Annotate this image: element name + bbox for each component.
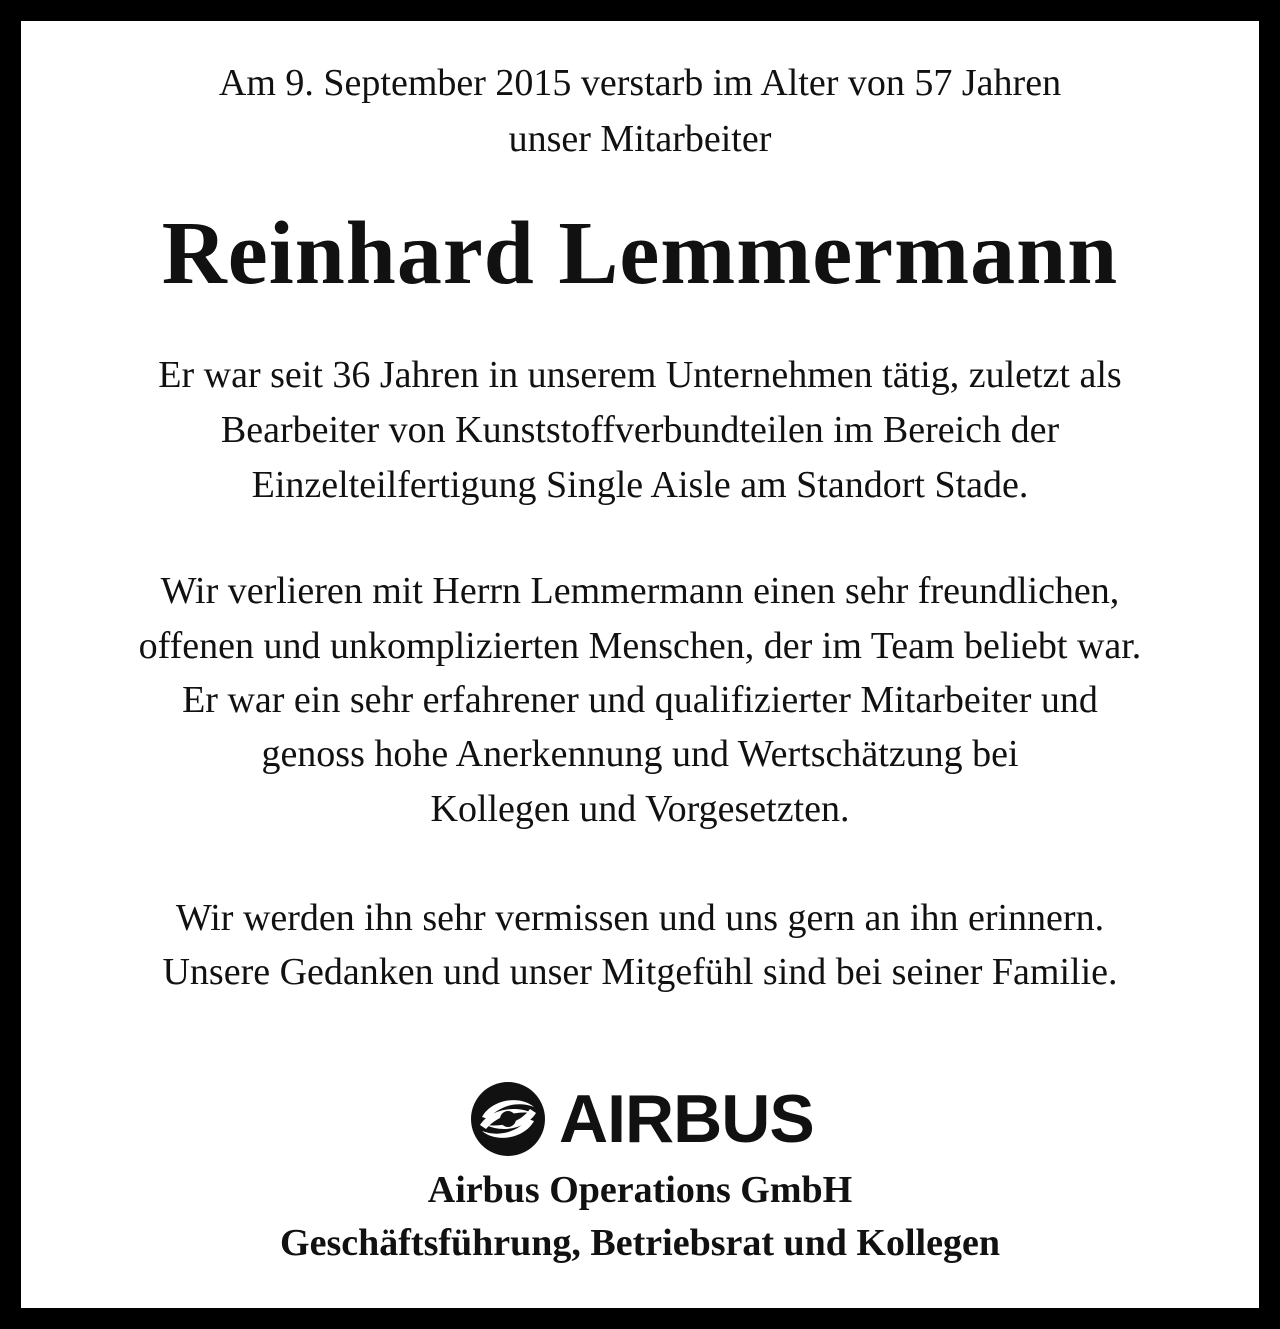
- intro-line-1: Am 9. September 2015 verstarb im Alter von 57 Jahren: [218, 62, 1062, 104]
- paragraph-1-line-1: Er war seit 36 Jahren in unserem Unternehmen tätig, zuletzt als: [158, 354, 1122, 396]
- paragraph-2-line-3: Er war ein sehr erfahrener und qualifizierter Mitarbeiter und: [182, 679, 1098, 721]
- paragraph-1-line-2: Bearbeiter von Kunststoffverbundteilen im Bereich der: [220, 409, 1060, 451]
- deceased-name: Reinhard Lemmermann: [161, 204, 1119, 303]
- paragraph-1-line-3: Einzelteilfertigung Single Aisle am Standort Stade.: [251, 464, 1029, 506]
- paragraph-3-line-2: Unsere Gedanken und unser Mitgefühl sind bei seiner Familie.: [162, 951, 1118, 993]
- signature-senders: Geschäftsführung, Betriebsrat und Kollegen: [280, 1222, 1000, 1264]
- paragraph-2-line-1: Wir verlieren mit Herrn Lemmermann einen sehr freundlichen,: [160, 570, 1120, 612]
- paragraph-2-line-2: offenen und unkomplizierten Menschen, der im Team beliebt war.: [138, 625, 1142, 667]
- paragraph-3-line-1: Wir werden ihn sehr vermissen und uns gern an ihn erinnern.: [175, 897, 1105, 939]
- obituary-notice: [21, 21, 1259, 1308]
- paragraph-2-line-4: genoss hohe Anerkennung und Wertschätzung bei: [261, 733, 1019, 775]
- signature-company: Airbus Operations GmbH: [427, 1169, 853, 1211]
- airbus-wordmark: AIRBUS: [559, 1081, 814, 1157]
- intro-line-2: unser Mitarbeiter: [508, 118, 772, 160]
- airbus-logo: [468, 1079, 814, 1159]
- paragraph-2-line-5: Kollegen und Vorgesetzten.: [430, 788, 850, 830]
- airbus-emblem-icon: [468, 1079, 548, 1159]
